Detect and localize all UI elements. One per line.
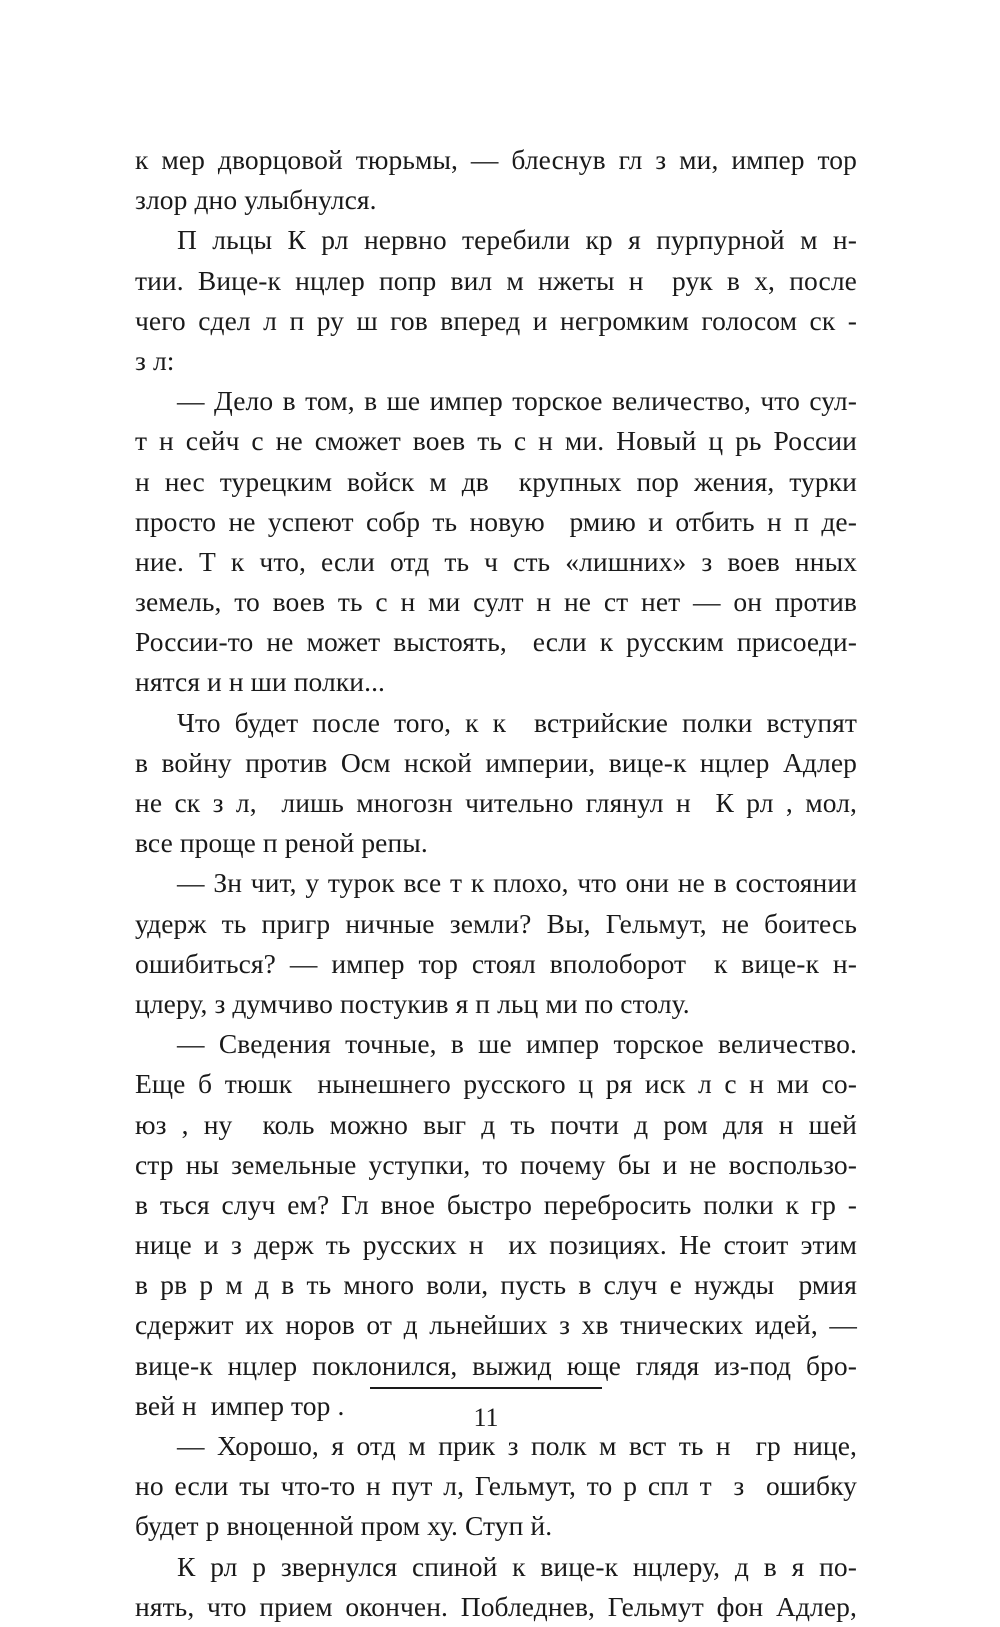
text-line: з л:	[135, 344, 175, 376]
text-line: нице и з держ ть русских н их позициях. Не стоит этим	[135, 1229, 857, 1261]
text-line: ошибиться? — импер тор стоял вполоборот к вице-к н-	[135, 947, 857, 979]
text-line: тии. Вице-к нцлер попр вил м нжеты н рук в х, после	[135, 264, 857, 296]
text-line: цлеру, з думчиво постукив я п льц ми по столу.	[135, 987, 690, 1019]
text-line: вей н импер тор .	[135, 1389, 345, 1421]
text-line: ние. Т к что, если отд ть ч сть «лишних» з воев нных	[135, 545, 857, 577]
text-line: П льцы К рл нервно теребили кр я пурпурной м н-	[177, 224, 857, 256]
footer-divider	[370, 1387, 602, 1389]
text-line: удерж ть пригр ничные земли? Вы, Гельмут, не боитесь	[135, 907, 857, 939]
text-line: в рв р м д в ть много воли, пусть в случ е нужды рмия	[135, 1269, 857, 1301]
text-line: — Зн чит, у турок все т к плохо, что они не в состоянии	[177, 867, 857, 899]
text-line: вице-к нцлер поклонился, выжид юще глядя из-под бро-	[135, 1349, 857, 1381]
text-line: в ться случ ем? Гл вное быстро перебросить полки к гр -	[135, 1188, 857, 1220]
text-line: К рл р звернулся спиной к вице-к нцлеру, д в я по-	[177, 1550, 857, 1582]
text-line: стр ны земельные уступки, то почему бы и не воспользо-	[135, 1148, 857, 1180]
text-line: — Хорошо, я отд м прик з полк м вст ть н гр нице,	[177, 1430, 857, 1461]
text-line: к мер дворцовой тюрьмы, — блеснув гл з ми, импер тор	[135, 144, 857, 175]
page-number: 11	[473, 1403, 499, 1432]
text-line: но если ты что-то н пут л, Гельмут, то р спл т з ошибку	[135, 1470, 857, 1502]
text-line: в войну против Осм нской империи, вице-к нцлер Адлер	[135, 746, 857, 778]
text-line: будет р вноценной пром ху. Ступ й.	[135, 1510, 553, 1542]
text-line: земель, то воев ть с н ми султ н не ст нет — он против	[135, 586, 857, 618]
text-line: т н сейч с не сможет воев ть с н ми. Новый ц рь России	[135, 425, 857, 457]
text-line: — Дело в том, в ше импер торское величество, что сул-	[177, 385, 857, 417]
text-line: юз , ну коль можно выг д ть почти д ром для н шей	[135, 1108, 857, 1140]
text-line: чего сдел л п ру ш гов вперед и негромким голосом ск -	[135, 304, 857, 336]
text-line: — Сведения точные, в ше импер торское величество.	[177, 1028, 857, 1060]
text-line: России-то не может выстоять, если к русским присоеди-	[135, 626, 857, 658]
text-line: злор дно улыбнулся.	[135, 184, 377, 216]
text-line: Еще б тюшк нынешнего русского ц ря иск л с н ми со-	[135, 1068, 857, 1100]
text-line: сдержит их норов от д льнейших з хв тнических идей, —	[135, 1309, 857, 1341]
text-line: Что будет после того, к к встрийские полки вступят	[177, 706, 857, 738]
text-line: все проще п реной репы.	[135, 827, 428, 859]
text-line: нятся и н ши полки...	[135, 666, 386, 698]
text-line: н нес турецким войск м дв крупных пор жения, турки	[135, 465, 857, 497]
text-line: нять, что прием окончен. Побледнев, Гельмут фон Адлер,	[135, 1590, 857, 1622]
text-line: просто не успеют собр ть новую рмию и отбить н п де-	[135, 505, 857, 537]
text-line: не ск з л, лишь многозн чительно глянул н К рл , мол,	[135, 787, 857, 818]
